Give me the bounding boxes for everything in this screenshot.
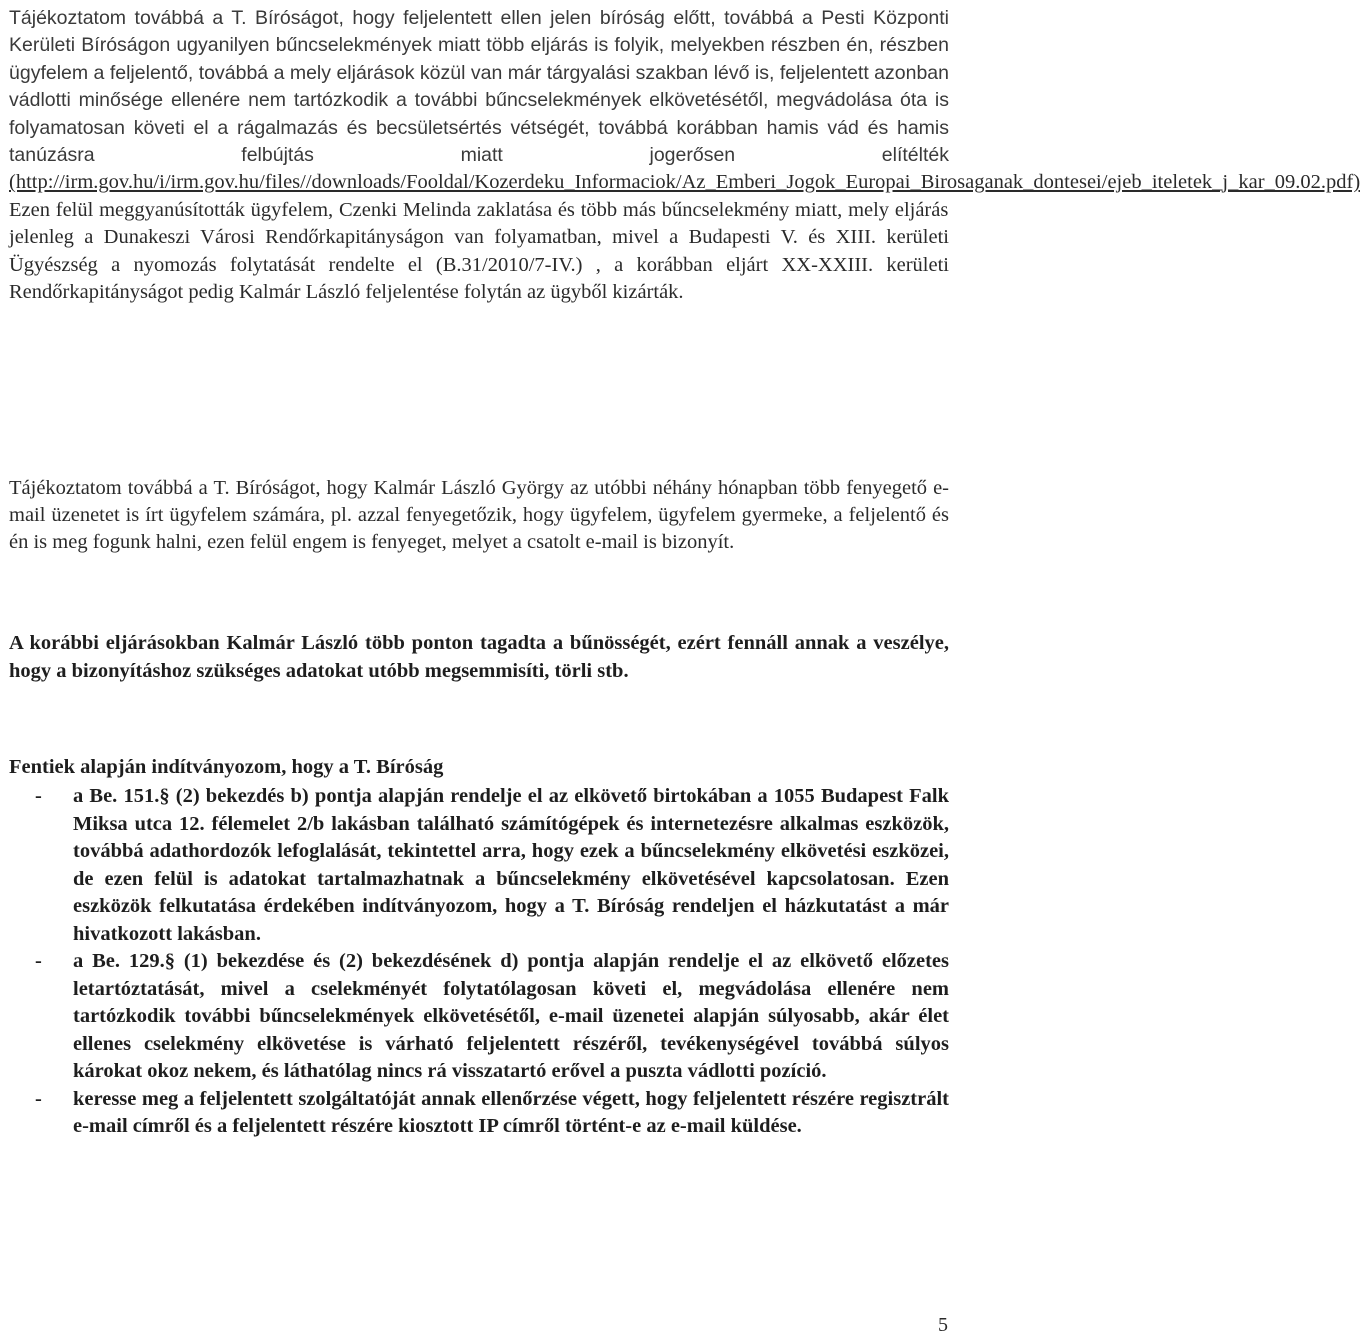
list-item	[9, 1086, 949, 1141]
list-item	[9, 948, 949, 1086]
list-dash: -	[35, 950, 42, 972]
list-item	[9, 783, 949, 948]
motion-list	[9, 783, 949, 1141]
paragraph-1	[9, 5, 1360, 306]
paragraph-2: Tájékoztatom továbbá a T. Bíróságot, hogy Kalmár László György az utóbbi néhány hónapban több fenyegető e-mail üzenetet is írt ügyfelem számára, pl. azzal fenyegetőzik, hogy ügyfelem, ügyfelem gyermeke, a feljelentő és én is meg fogunk halni, ezen felül engem is fenyeget, melyet a csatolt e-mail is bizonyít.	[9, 477, 949, 553]
list-item-text: keresse meg a feljelentett szolgáltatóját annak ellenőrzése végett, hogy feljelentett részére regisztrált e-mail címről és a feljelentett részére kiosztott IP címről történt-e az e-mail küldése.	[73, 1087, 949, 1137]
list-dash: -	[35, 1087, 42, 1110]
list-item-text: a Be. 151.§ (2) bekezdés b) pontja alapján rendelje el az elkövető birtokában a 1055 Budapest Falk Miksa utca 12. félemelet 2/b lakásban található számítógépek és internetezésre alkalmas eszközök, továbbá adathordozók lefoglalását, tekintettel arra, hogy ezek a bűncselekmény elkövetési eszközei, de ezen felül is adatokat tartalmazhatnak a bűncselekmény elkövetésével kapcsolatosan. Ezen eszközök felkutatása érdekében indítványozom, hogy a T. Bíróság rendeljen el házkutatást a már hivatkozott lakásban.	[73, 785, 949, 945]
page-number: 5	[938, 1314, 948, 1336]
paragraph-1-rest: Ezen felül meggyanúsították ügyfelem, Czenki Melinda zaklatása és több más bűncselekmény miatt, mely eljárás jelenleg a Dunakeszi Városi Rendőrkapitányságon van folyamatban, mivel a Budapesti V. és XIII. kerületi Ügyészség a nyomozás folytatását rendelte el (B.31/2010/7-IV.) , a korábban eljárt XX-XXIII. kerületi Rendőrkapitányságot pedig Kalmár László feljelentése folytán az ügyből kizárták.	[9, 198, 949, 304]
list-item-text: a Be. 129.§ (1) bekezdése és (2) bekezdésének d) pontja alapján rendelje el az elkövető előzetes letartóztatását, mivel a cselekményét folytatólagosan követi el, megvádolása ellenére nem tartózkodik további bűncselekmények elkövetésétől, e-mail üzenetei alapján súlyosabb, akár élet ellenes cselekmény elkövetése is várható feljelentett részéről, tevékenységével továbbá súlyos károkat okoz nekem, és láthatólag nincs rá visszatartó erővel a puszta vádlotti pozíció.	[73, 950, 949, 1082]
list-dash: -	[35, 785, 42, 807]
paragraph-3: A korábbi eljárásokban Kalmár László több ponton tagadta a bűnösségét, ezért fennáll annak a veszélye, hogy a bizonyításhoz szükséges adatokat utóbb megsemmisíti, törli stb.	[9, 632, 949, 682]
court-decision-link[interactable]: (http://irm.gov.hu/i/irm.gov.hu/files//downloads/Fooldal/Kozerdeku_Informaciok/Az_Emberi_Jogok_Europai_Birosaganak_dontesei/ejeb_iteletek_j_kar_09.02.pdf)	[9, 171, 1360, 194]
paragraph-1-lead: Tájékoztatom továbbá a T. Bíróságot, hogy feljelentett ellen jelen bíróság előtt, továbbá a Pesti Központi Kerületi Bíróságon ugyanilyen bűncselekmények miatt több eljárás is folyik, melyekben részben én, részben ügyfelem a feljelentő, továbbá a mely eljárások közül van már tárgyalási szakban lévő is, feljelentett azonban vádlotti minősége ellenére nem tartózkodik a további bűncselekmények elkövetésétől, megvádolása óta is folyamatosan követi el a rágalmazás és becsületsértés vétségét, továbbá korábban hamis vád és hamis tanúzásra felbújtás miatt jogerősen elítélték	[9, 7, 949, 167]
motion-intro: Fentiek alapján indítványozom, hogy a T. Bíróság	[9, 756, 444, 778]
